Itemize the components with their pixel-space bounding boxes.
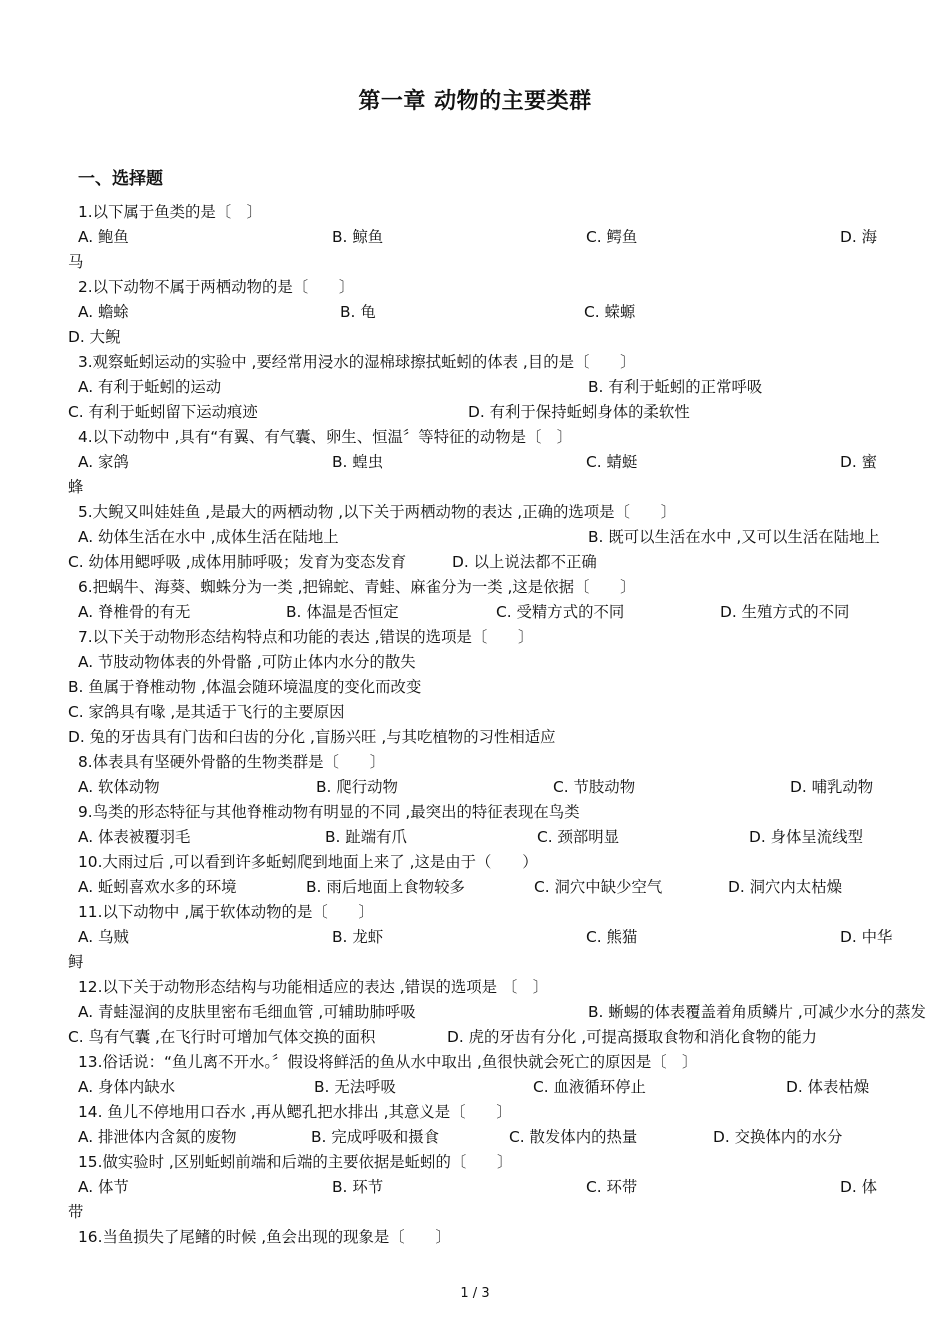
wrapped-text: 带 — [68, 1203, 84, 1221]
answer-option: B. 环节 — [332, 1178, 384, 1196]
page-title: 第一章 动物的主要类群 — [358, 89, 592, 114]
options-row — [78, 525, 888, 550]
answer-option: B. 鲸鱼 — [332, 228, 384, 246]
answer-option: D. 体表枯燥 — [786, 1078, 870, 1096]
question-stem: 1.以下属于鱼类的是〔 〕 — [78, 203, 262, 221]
answer-option: A. 体节 — [78, 1178, 129, 1196]
answer-option: A. 有利于蚯蚓的运动 — [78, 378, 222, 396]
answer-option: C. 有利于蚯蚓留下运动痕迹 — [68, 403, 258, 421]
question-stem: 7.以下关于动物形态结构特点和功能的表达 ,错误的选项是〔 〕 — [78, 628, 534, 646]
answer-option: D. 哺乳动物 — [790, 778, 874, 796]
answer-option: C. 节肢动物 — [553, 778, 636, 796]
answer-option: A. 鲍鱼 — [78, 228, 129, 246]
answer-option: D. 海 — [840, 228, 878, 246]
question-stem: 12.以下关于动物形态结构与功能相适应的表达 ,错误的选项是 〔 〕 — [78, 978, 549, 996]
wrapped-text: C. 家鸽具有喙 ,是其适于飞行的主要原因 — [68, 703, 345, 721]
options-row — [78, 225, 888, 250]
answer-option: D. 体 — [840, 1178, 878, 1196]
page-number: 1 / 3 — [460, 1286, 490, 1301]
answer-option: C. 幼体用鳃呼吸 ,成体用肺呼吸；发育为变态发育 — [68, 553, 407, 571]
options-row — [78, 1000, 926, 1025]
wrapped-text: 鲟 — [68, 953, 84, 971]
answer-option: D. 交换体内的水分 — [713, 1128, 843, 1146]
question-stem: 5.大鲵又叫娃娃鱼 ,是最大的两栖动物 ,以下关于两栖动物的表达 ,正确的选项是〔 〕 — [78, 503, 677, 521]
wrapped-text: D. 大鲵 — [68, 328, 121, 346]
answer-option: C. 血液循环停止 — [533, 1078, 646, 1096]
question-stem: 3.观察蚯蚓运动的实验中 ,要经常用浸水的湿棉球擦拭蚯蚓的体表 ,目的是〔 〕 — [78, 353, 636, 371]
answer-option: C. 洞穴中缺少空气 — [534, 878, 663, 896]
question-stem: 4.以下动物中 ,具有“有翼、有气囊、卵生、恒温〞等特征的动物是〔 〕 — [78, 428, 573, 446]
answer-option: C. 散发体内的热量 — [509, 1128, 638, 1146]
answer-option: B. 龙虾 — [332, 928, 384, 946]
answer-option: B. 既可以生活在水中 ,又可以生活在陆地上 — [588, 528, 880, 546]
answer-option: C. 鳄鱼 — [586, 228, 638, 246]
question-stem: 15.做实验时 ,区别蚯蚓前端和后端的主要依据是蚯蚓的〔 〕 — [78, 1153, 513, 1171]
answer-option: A. 蚯蚓喜欢水多的环境 — [78, 878, 237, 896]
question-stem: 13.俗话说：“鱼儿离不开水。〞假设将鲜活的鱼从水中取出 ,鱼很快就会死亡的原因是〔 〕 — [78, 1053, 698, 1071]
answer-option: A. 脊椎骨的有无 — [78, 603, 191, 621]
question-stem: 10.大雨过后 ,可以看到许多蚯蚓爬到地面上来了 ,这是由于（ ） — [78, 853, 538, 871]
answer-option: B. 爬行动物 — [316, 778, 398, 796]
options-row — [78, 600, 888, 625]
answer-option: D. 虎的牙齿有分化 ,可提高摄取食物和消化食物的能力 — [447, 1028, 818, 1046]
answer-option: D. 有利于保持蚯蚓身体的柔软性 — [468, 403, 690, 421]
options-row — [78, 925, 893, 950]
answer-option: A. 幼体生活在水中 ,成体生活在陆地上 — [78, 528, 339, 546]
options-row — [78, 450, 888, 475]
answer-option: D. 以上说法都不正确 — [452, 553, 597, 571]
wrapped-text: 蜂 — [68, 478, 84, 496]
answer-option: B. 蝗虫 — [332, 453, 384, 471]
options-row — [78, 875, 888, 900]
options-row — [78, 775, 888, 800]
answer-option: D. 蜜 — [840, 453, 878, 471]
question-stem: 2.以下动物不属于两栖动物的是〔 〕 — [78, 278, 355, 296]
option-text: A. 节肢动物体表的外骨骼 ,可防止体内水分的散失 — [78, 653, 416, 671]
answer-option: D. 洞穴内太枯燥 — [728, 878, 842, 896]
answer-option: C. 颈部明显 — [537, 828, 620, 846]
answer-option: B. 体温是否恒定 — [286, 603, 399, 621]
answer-option: D. 身体呈流线型 — [749, 828, 863, 846]
options-row — [78, 1125, 888, 1150]
question-stem: 16.当鱼损失了尾鳍的时候 ,鱼会出现的现象是〔 〕 — [78, 1228, 451, 1246]
answer-option: C. 蝾螈 — [584, 303, 636, 321]
options-row — [78, 825, 888, 850]
answer-option: B. 完成呼吸和摄食 — [311, 1128, 440, 1146]
wrapped-text: D. 兔的牙齿具有门齿和臼齿的分化 ,盲肠兴旺 ,与其吃植物的习性相适应 — [68, 728, 556, 746]
options-row — [78, 1175, 888, 1200]
options-row — [78, 375, 888, 400]
answer-option: A. 蟾蜍 — [78, 303, 129, 321]
section-heading: 一、选择题 — [78, 169, 163, 189]
answer-option: C. 蜻蜓 — [586, 453, 638, 471]
options-row — [68, 1025, 888, 1050]
question-stem: 6.把蜗牛、海葵、蜘蛛分为一类 ,把锦蛇、青蛙、麻雀分为一类 ,这是依据〔 〕 — [78, 578, 636, 596]
answer-option: A. 青蛙湿润的皮肤里密布毛细血管 ,可辅助肺呼吸 — [78, 1003, 416, 1021]
answer-option: B. 蜥蜴的体表覆盖着角质鳞片 ,可减少水分的蒸发 — [588, 1003, 926, 1021]
question-stem: 14. 鱼儿不停地用口吞水 ,再从鳃孔把水排出 ,其意义是〔 〕 — [78, 1103, 512, 1121]
question-stem: 9.鸟类的形态特征与其他脊椎动物有明显的不同 ,最突出的特征表现在鸟类 — [78, 803, 580, 821]
answer-option: D. 生殖方式的不同 — [720, 603, 850, 621]
answer-option: B. 龟 — [340, 303, 376, 321]
answer-option: B. 雨后地面上食物较多 — [306, 878, 465, 896]
question-stem: 11.以下动物中 ,属于软体动物的是〔 〕 — [78, 903, 374, 921]
answer-option: B. 有利于蚯蚓的正常呼吸 — [588, 378, 763, 396]
answer-option: C. 熊猫 — [586, 928, 638, 946]
answer-option: C. 环带 — [586, 1178, 638, 1196]
answer-option: C. 受精方式的不同 — [496, 603, 625, 621]
answer-option: A. 身体内缺水 — [78, 1078, 175, 1096]
answer-option: A. 家鸽 — [78, 453, 129, 471]
options-row — [78, 1075, 888, 1100]
answer-option: A. 软体动物 — [78, 778, 160, 796]
options-row — [78, 300, 888, 325]
answer-option: B. 趾端有爪 — [325, 828, 407, 846]
answer-option: C. 鸟有气囊 ,在飞行时可增加气体交换的面积 — [68, 1028, 376, 1046]
answer-option: B. 无法呼吸 — [314, 1078, 396, 1096]
wrapped-text: 马 — [68, 253, 84, 271]
answer-option: A. 体表被覆羽毛 — [78, 828, 191, 846]
wrapped-text: B. 鱼属于脊椎动物 ,体温会随环境温度的变化而改变 — [68, 678, 422, 696]
question-stem: 8.体表具有坚硬外骨骼的生物类群是〔 〕 — [78, 753, 386, 771]
options-row — [68, 400, 888, 425]
answer-option: D. 中华 — [840, 928, 893, 946]
answer-option: A. 排泄体内含氮的废物 — [78, 1128, 237, 1146]
options-row — [68, 550, 888, 575]
answer-option: A. 乌贼 — [78, 928, 129, 946]
